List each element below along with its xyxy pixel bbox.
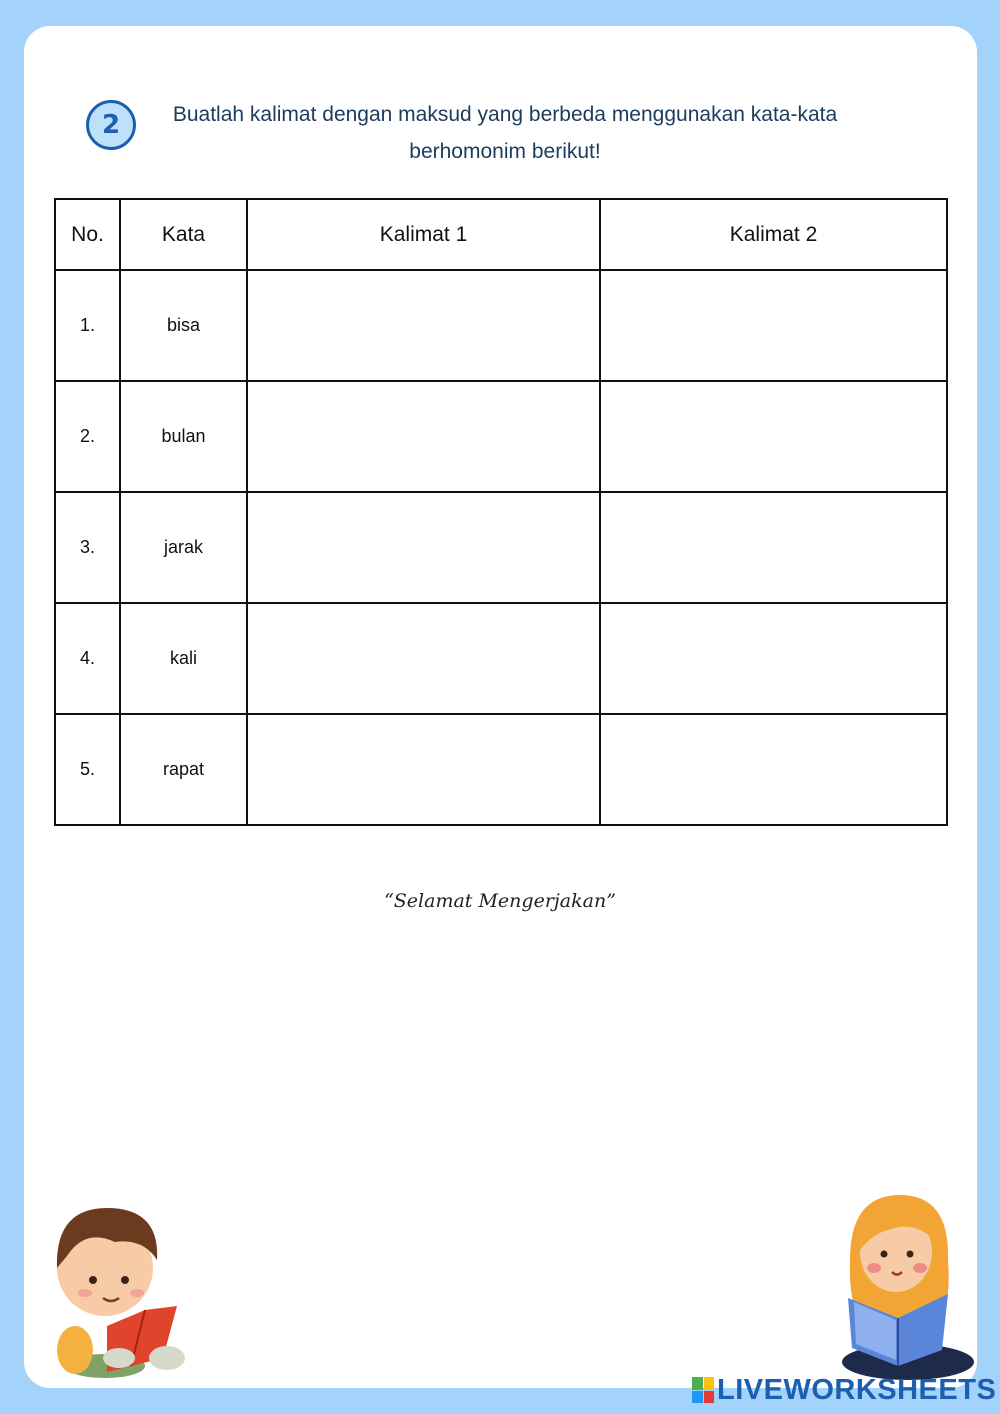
table-row (55, 270, 947, 381)
boy-reading-illustration (45, 1198, 195, 1383)
girl-eye (881, 1251, 888, 1258)
header-no: No. (55, 199, 120, 270)
brand-text: LIVEWORKSHEETS (717, 1373, 997, 1406)
closing-message: “Selamat Mengerjakan” (384, 890, 616, 912)
row-number: 1. (55, 270, 120, 381)
row-word: bulan (120, 381, 247, 492)
question-instruction: Buatlah kalimat dengan maksud yang berbeda menggunakan kata-kata berhomonim berikut! (172, 103, 838, 163)
header-kalimat-1: Kalimat 1 (247, 199, 600, 270)
boy-shirt (57, 1326, 93, 1374)
question-number-badge (86, 100, 136, 150)
table-row (55, 492, 947, 603)
homonym-table (54, 198, 948, 826)
table-header-row (55, 199, 947, 270)
girl-cheek (913, 1263, 927, 1273)
row-word: bisa (120, 270, 247, 381)
boy-shoe (103, 1348, 135, 1368)
answer-cell-kalimat-2[interactable] (600, 603, 947, 714)
row-word: kali (120, 603, 247, 714)
row-number: 2. (55, 381, 120, 492)
boy-cheek (130, 1289, 144, 1297)
girl-eye (907, 1251, 914, 1258)
table-row (55, 714, 947, 825)
boy-shoe (149, 1346, 185, 1370)
boy-cheek (78, 1289, 92, 1297)
answer-cell-kalimat-2[interactable] (600, 492, 947, 603)
answer-cell-kalimat-2[interactable] (600, 270, 947, 381)
header-kata: Kata (120, 199, 247, 270)
header-kalimat-2: Kalimat 2 (600, 199, 947, 270)
row-word: rapat (120, 714, 247, 825)
table-row (55, 381, 947, 492)
boy-eye (89, 1276, 97, 1284)
girl-cheek (867, 1263, 881, 1273)
liveworksheets-brand (692, 1372, 996, 1408)
girl-reading-illustration (830, 1190, 980, 1380)
answer-cell-kalimat-2[interactable] (600, 381, 947, 492)
row-number: 5. (55, 714, 120, 825)
row-word: jarak (120, 492, 247, 603)
boy-eye (121, 1276, 129, 1284)
row-number: 3. (55, 492, 120, 603)
answer-cell-kalimat-1[interactable] (247, 492, 600, 603)
answer-cell-kalimat-2[interactable] (600, 714, 947, 825)
row-number: 4. (55, 603, 120, 714)
answer-cell-kalimat-1[interactable] (247, 270, 600, 381)
table-row (55, 603, 947, 714)
liveworksheets-logo-icon (692, 1377, 714, 1403)
answer-cell-kalimat-1[interactable] (247, 714, 600, 825)
answer-cell-kalimat-1[interactable] (247, 381, 600, 492)
question-number: 2 (101, 110, 121, 140)
answer-cell-kalimat-1[interactable] (247, 603, 600, 714)
